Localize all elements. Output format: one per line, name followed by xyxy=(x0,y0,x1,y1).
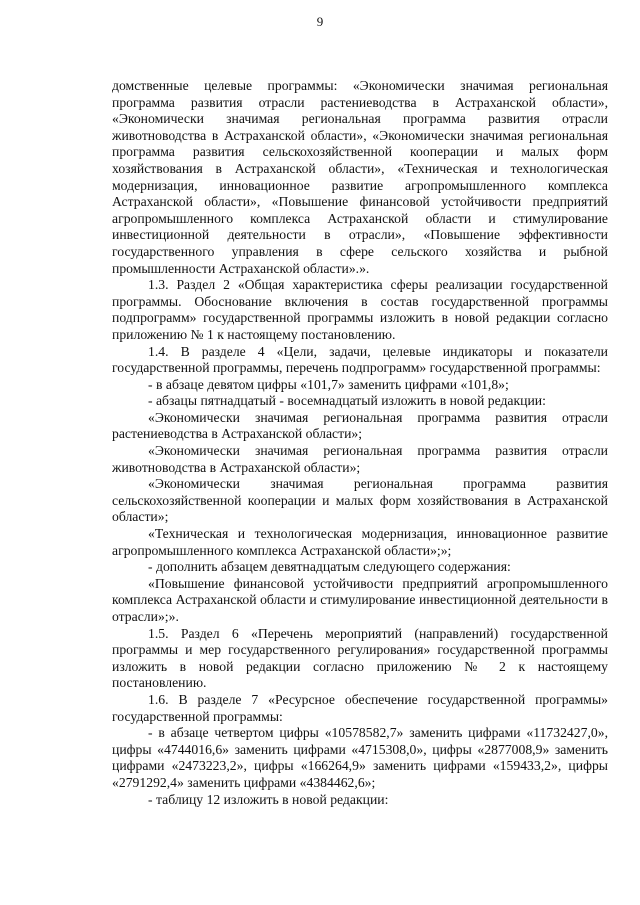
paragraph-1-3: 1.3. Раздел 2 «Общая характеристика сферы реализации государственной программы. Обоснование включения в состав государственной программы подпрограмм» государственной программы изложить в новой редакции согласно приложению № 1 к настоящему постановлению. xyxy=(112,277,608,342)
paragraph-continuation: домственные целевые программы: «Экономически значимая региональная программа развития отрасли растениеводства в Астраханской области», «Экономически значимая региональная программа развития отрасли животноводства в Астраханской области», «Экономически значимая региональная программа развития сельскохозяйственной кооперации и малых форм хозяйствования в Астраханской области», «Техническая и технологическая модернизация, инновационное развитие агропромышленного комплекса Астраханской области», «Повышение финансовой устойчивости предприятий агропромышленного комплекса Астраханской области и стимулирование инвестиционной деятельности в отрасли», «Повышение эффективности государственного управления в сфере сельского хозяйства и рыбной промышленности Астраханской области».». xyxy=(112,78,608,276)
list-item-fifteenth-eighteenth: - абзацы пятнадцатый - восемнадцатый изложить в новой редакции: xyxy=(148,393,546,409)
quote-cooperation-program: «Экономически значимая региональная программа развития сельскохозяйственной кооперации и малых форм хозяйствования в Астраханской области»; xyxy=(112,476,608,525)
quote-livestock-program: «Экономически значимая региональная программа развития отрасли животноводства в Астраханской области»; xyxy=(112,443,608,475)
list-item-nineteenth-paragraph: - дополнить абзацем девятнадцатым следующего содержания: xyxy=(148,559,511,575)
paragraph-1-4: 1.4. В разделе 4 «Цели, задачи, целевые индикаторы и показатели государственной программы, перечень подпрограмм» государственной программы: xyxy=(112,343,608,376)
paragraph-1-5: 1.5. Раздел 6 «Перечень мероприятий (направлений) государственной программы и мер государственного регулирования» государственной программы изложить в новой редакции согласно приложению № 2 к настоящему постановлению. xyxy=(112,625,608,691)
list-item-fourth-paragraph-figures: - в абзаце четвертом цифры «10578582,7» заменить цифрами «11732427,0», цифры «4744016,6» заменить цифрами «4715308,0», цифры «2877008,9» заменить цифрами «2473223,2», цифры «166264,9» заменить цифрами «159433,2», цифры «2791292,4» заменить цифрами «4384462,6»; xyxy=(112,725,608,790)
list-item-table-12: - таблицу 12 изложить в новой редакции: xyxy=(148,791,389,807)
list-item-ninth-paragraph: - в абзаце девятом цифры «101,7» заменить цифрами «101,8»; xyxy=(148,376,509,392)
page-number: 9 xyxy=(316,14,324,29)
paragraph-1-6: 1.6. В разделе 7 «Ресурсное обеспечение государственной программы» государственной программы: xyxy=(112,691,608,724)
quote-modernization-program: «Техническая и технологическая модернизация, инновационное развитие агропромышленного комплекса Астраханской области»;»; xyxy=(112,526,608,558)
quote-crop-farming-program: «Экономически значимая региональная программа развития отрасли растениеводства в Астраханской области»; xyxy=(112,409,608,442)
quote-financial-stability-program: «Повышение финансовой устойчивости предприятий агропромышленного комплекса Астраханской области и стимулирование инвестиционной деятельности в отрасли»;». xyxy=(112,575,608,624)
document-body xyxy=(112,78,608,808)
